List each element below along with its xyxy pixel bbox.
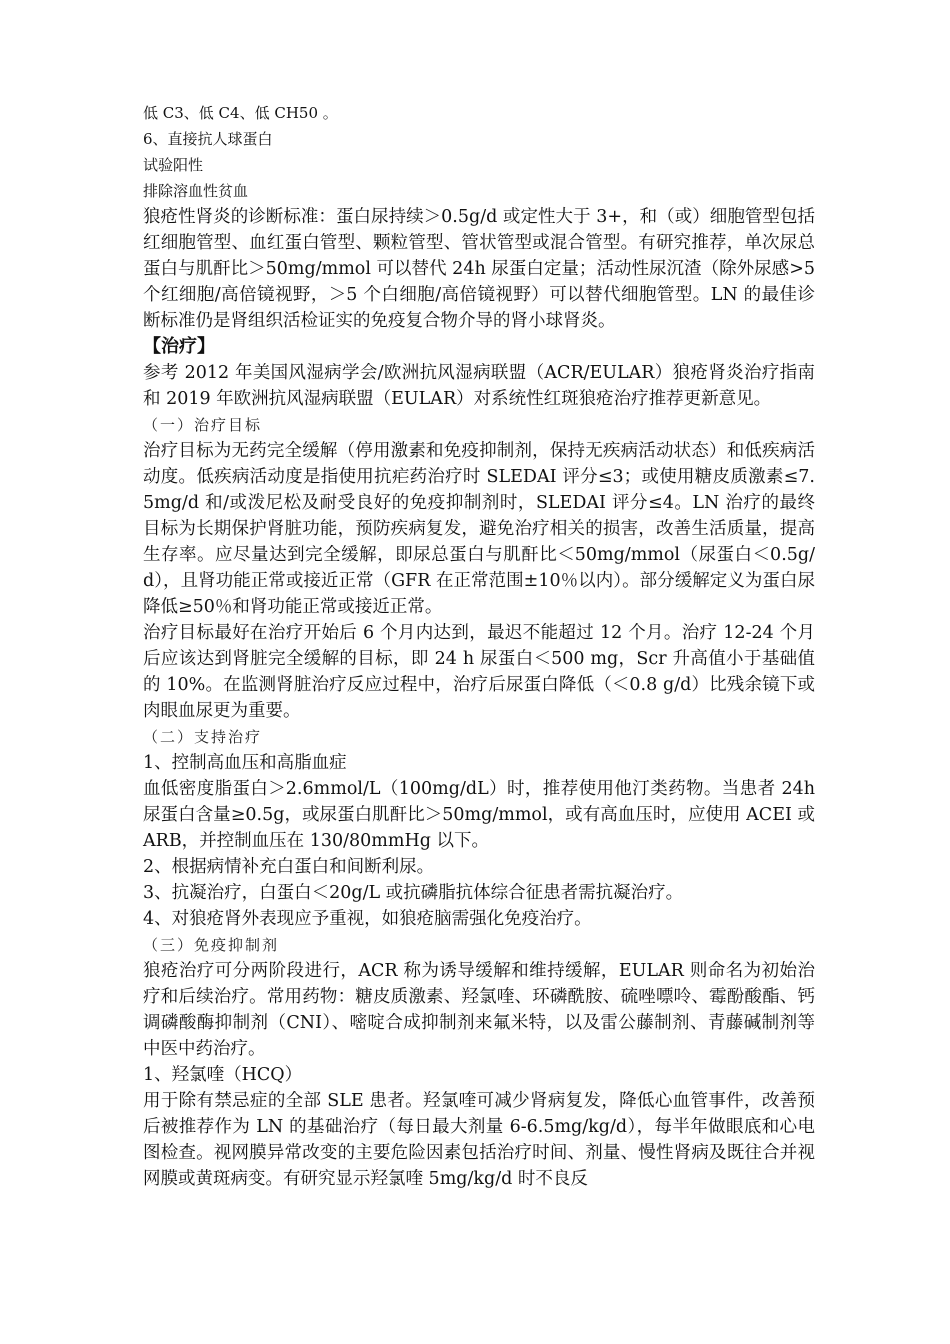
section-heading-treatment: 【治疗】 [143, 336, 215, 357]
paragraph-hypertension: 血低密度脂蛋白＞2.6mmol/L（100mg/dL）时，推荐使用他汀类药物。当患者 24h 尿蛋白含量≥0.5g，或尿蛋白肌酐比＞50mg/mmol，或有高血压时，应使用 ACEI 或 ARB，并控制血压在 130/80mmHg 以下。 [143, 779, 815, 851]
subheading-supportive-treatment: （二）支持治疗 [143, 728, 263, 746]
paragraph-treatment-goal-2: 治疗目标最好在治疗开始后 6 个月内达到，最迟不能超过 12 个月。治疗 12-24 个月后应该达到肾脏完全缓解的目标，即 24 h 尿蛋白＜500 mg，Scr 升高值小于基础值的 10%。在监测肾脏治疗反应过程中，治疗后尿蛋白降低（＜0.8 g/d）比残余镜下或肉眼血尿更为重要。 [143, 623, 815, 721]
text-line-coombs-title: 6、直接抗人球蛋白 [143, 130, 273, 148]
paragraph-treatment-intro: 参考 2012 年美国风湿病学会/欧洲抗风湿病联盟（ACR/EULAR）狼疮肾炎治疗指南和 2019 年欧洲抗风湿病联盟（EULAR）对系统性红斑狼疮治疗推荐更新意见。 [143, 363, 815, 409]
subheading-immunosuppressants: （三）免疫抑制剂 [143, 936, 280, 954]
paragraph-ln-diagnosis: 狼疮性肾炎的诊断标准：蛋白尿持续＞0.5g/d 或定性大于 3+，和（或）细胞管型包括红细胞管型、血红蛋白管型、颗粒管型、管状管型或混合管型。有研究推荐，单次尿总蛋白与肌酐比＞50mg/mmol 可以替代 24h 尿蛋白定量；活动性尿沉渣（除外尿感>5 个红细胞/高倍镜视野，＞5 个白细胞/高倍镜视野）可以替代细胞管型。LN 的最佳诊断标准仍是肾组织活检证实的免疫复合物介导的肾小球肾炎。 [143, 207, 815, 331]
paragraph-immunosuppressants: 狼疮治疗可分两阶段进行，ACR 称为诱导缓解和维持缓解，EULAR 则命名为初始治疗和后续治疗。常用药物：糖皮质激素、羟氯喹、环磷酰胺、硫唑嘌呤、霉酚酸酯、钙调磷酸酶抑制剂（CNI）、嘧啶合成抑制剂来氟米特，以及雷公藤制剂、青藤碱制剂等中医中药治疗。 [143, 961, 815, 1059]
subheading-treatment-goal: （一）治疗目标 [143, 416, 263, 434]
text-line-exclude-anemia: 排除溶血性贫血 [143, 182, 249, 200]
item-albumin: 2、根据病情补充白蛋白和间断利尿。 [143, 857, 435, 877]
item-extrarenal: 4、对狼疮肾外表现应予重视，如狼疮脑需强化免疫治疗。 [143, 909, 592, 929]
item-hypertension-title: 1、控制高血压和高脂血症 [143, 753, 347, 773]
paragraph-treatment-goal-1: 治疗目标为无药完全缓解（停用激素和免疫抑制剂，保持无疾病活动状态）和低疾病活动度。低疾病活动度是指使用抗疟药治疗时 SLEDAI 评分≤3；或使用糖皮质激素≤7.5mg/d 和/或泼尼松及耐受良好的免疫抑制剂时，SLEDAI 评分≤4。LN 治疗的最终目标为长期保护肾脏功能，预防疾病复发，避免治疗相关的损害，改善生活质量，提高生存率。应尽量达到完全缓解，即尿总蛋白与肌酐比＜50mg/mmol（尿蛋白＜0.5g/d），且肾功能正常或接近正常（GFR 在正常范围±10％以内）。部分缓解定义为蛋白尿降低≥50％和肾功能正常或接近正常。 [143, 441, 815, 617]
text-line-complement: 低 C3、低 C4、低 CH50 。 [143, 104, 338, 122]
text-line-coombs-positive: 试验阳性 [143, 156, 204, 174]
paragraph-hcq: 用于除有禁忌症的全部 SLE 患者。羟氯喹可减少肾病复发，降低心血管事件，改善预后被推荐作为 LN 的基础治疗（每日最大剂量 6-6.5mg/kg/d），每半年做眼底和心电图检查。视网膜异常改变的主要危险因素包括治疗时间、剂量、慢性肾病及既往合并视网膜或黄斑病变。有研究显示羟氯喹 5mg/kg/d 时不良反 [143, 1091, 815, 1189]
item-hcq-title: 1、羟氯喹（HCQ） [143, 1065, 303, 1085]
document-body [143, 100, 815, 1192]
item-anticoagulation: 3、抗凝治疗，白蛋白＜20g/L 或抗磷脂抗体综合征患者需抗凝治疗。 [143, 883, 684, 903]
